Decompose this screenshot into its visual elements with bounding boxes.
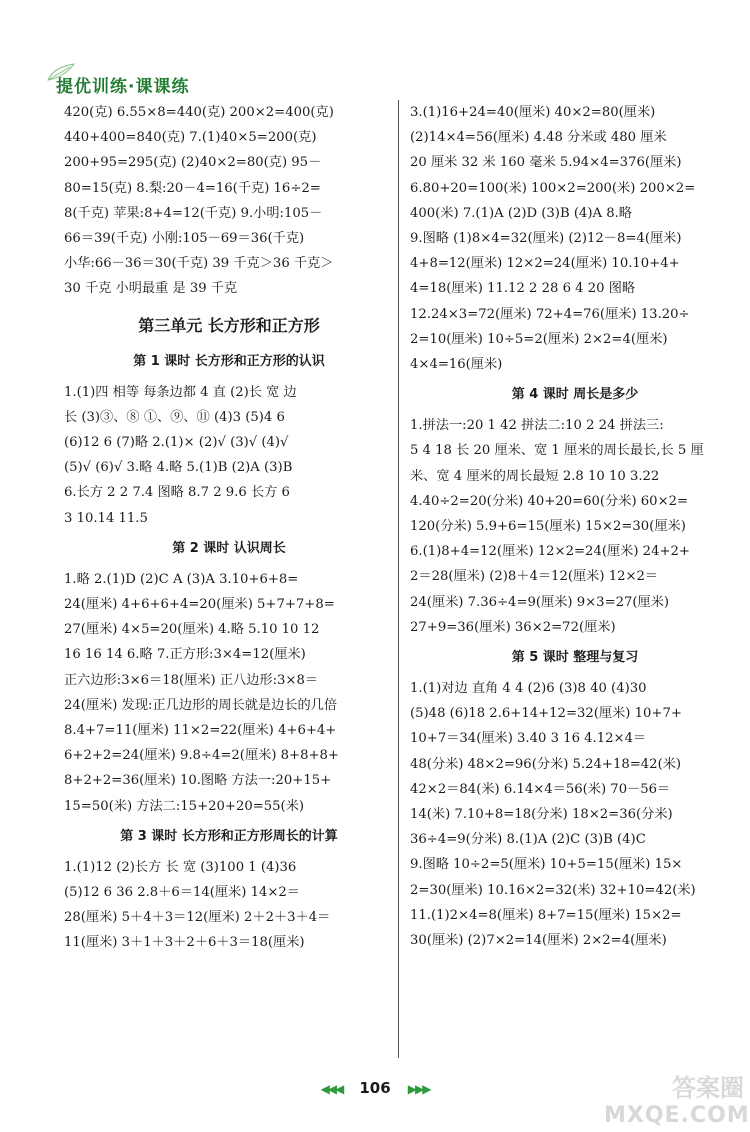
answer-line: 30(厘米) (2)7×2=14(厘米) 2×2=4(厘米) xyxy=(410,933,667,949)
answer-line: 1.(1)12 (2)长方 长 宽 (3)100 1 (4)36 xyxy=(64,859,297,875)
answer-line: 48(分米) 48×2=96(分米) 5.24+18=42(米) xyxy=(410,756,682,772)
answer-line: 10+7＝34(厘米) 3.40 3 16 4.12×4＝ xyxy=(410,731,647,747)
answer-line: 4×4=16(厘米) xyxy=(410,357,503,373)
answer-line: 16 16 14 6.略 7.正方形:3×4=12(厘米) xyxy=(64,647,306,663)
answer-line: 长 (3)③、⑧ ①、⑨、⑪ (4)3 (5)4 6 xyxy=(64,409,285,425)
answer-line: 6+2+2=24(厘米) 9.8÷4=2(厘米) 8+8+8+ xyxy=(64,748,339,764)
answer-line: 24(厘米) 4+6+6+4=20(厘米) 5+7+7+8= xyxy=(64,597,335,613)
answer-line: 3.(1)16+24=40(厘米) 40×2=80(厘米) xyxy=(410,105,656,120)
answer-line: 8(千克) 苹果:8+4=12(千克) 9.小明:105－ xyxy=(64,205,323,221)
left-arrows-icon: ◀◀◀ xyxy=(320,1082,343,1096)
lesson-2-answers xyxy=(64,567,394,819)
lesson-5-answers xyxy=(410,676,740,953)
column-divider xyxy=(398,100,399,1058)
lesson-4-answers xyxy=(410,413,740,640)
answer-line: 11.(1)2×4=8(厘米) 8+7=15(厘米) 15×2= xyxy=(410,907,682,923)
answer-line: 28(厘米) 5＋4＋3＝12(厘米) 2＋2＋3＋4＝ xyxy=(64,910,331,926)
answer-line: 9.图略 (1)8×4=32(厘米) (2)12－8=4(厘米) xyxy=(410,231,682,247)
answer-line: (5)48 (6)18 2.6+14+12=32(厘米) 10+7+ xyxy=(410,706,682,722)
answer-line: 1.拼法一:20 1 42 拼法二:10 2 24 拼法三: xyxy=(410,418,664,434)
answer-line: 80=15(克) 8.梨:20－4=16(千克) 16÷2= xyxy=(64,180,321,196)
answer-line: 42×2＝84(米) 6.14×4＝56(米) 70－56＝ xyxy=(410,781,671,797)
answer-line: 4+8=12(厘米) 12×2=24(厘米) 10.10+4+ xyxy=(410,256,680,272)
answer-line: 11(厘米) 3＋1＋3＋2＋6＋3＝18(厘米) xyxy=(64,935,305,951)
answer-line: 440+400=840(克) 7.(1)40×5=200(克) xyxy=(64,130,317,146)
answer-line: 2=30(厘米) 10.16×2=32(米) 32+10=42(米) xyxy=(410,882,696,898)
answer-line: 1.(1)对边 直角 4 4 (2)6 (3)8 40 (4)30 xyxy=(410,681,647,697)
lesson-1-title: 第 1 课时 长方形和正方形的认识 xyxy=(133,353,325,369)
series-title: 提优训练·课课练 xyxy=(56,77,190,97)
answer-line: 24(厘米) 7.36÷4=9(厘米) 9×3=27(厘米) xyxy=(410,594,670,610)
answer-line: 米、宽 4 厘米的周长最短 2.8 10 10 3.22 xyxy=(410,468,660,484)
page-number: 106 xyxy=(359,1079,391,1097)
answer-line: 8.4+7=11(厘米) 11×2=22(厘米) 4+6+4+ xyxy=(64,723,337,739)
answer-line: 1.(1)四 相等 每条边都 4 直 (2)长 宽 边 xyxy=(64,384,297,400)
answer-line: (2)14×4=56(厘米) 4.48 分米或 480 厘米 xyxy=(410,130,667,146)
lesson-5-title: 第 5 课时 整理与复习 xyxy=(511,650,639,666)
right-arrows-icon: ▶▶▶ xyxy=(407,1082,430,1096)
answer-line: 14(米) 7.10+8=18(分米) 18×2=36(分米) xyxy=(410,807,673,823)
watermark-bottom: MXQE.COM xyxy=(604,1103,750,1128)
answer-line: 8+2+2=36(厘米) 10.图略 方法一:20+15+ xyxy=(64,773,332,789)
answer-line: 3 10.14 11.5 xyxy=(64,510,148,526)
watermark-top: 答案圈 xyxy=(672,1074,744,1102)
lesson-3-title: 第 3 课时 长方形和正方形周长的计算 xyxy=(120,828,338,844)
right-column xyxy=(410,100,740,953)
answer-line: 2=10(厘米) 10÷5=2(厘米) 2×2=4(厘米) xyxy=(410,331,668,347)
answer-line: 4.40÷2=20(分米) 40+20=60(分米) 60×2= xyxy=(410,493,689,509)
answer-line: 正六边形:3×6＝18(厘米) 正八边形:3×8＝ xyxy=(64,672,319,688)
lesson-4-title: 第 4 课时 周长是多少 xyxy=(511,387,639,403)
lesson-2-title: 第 2 课时 认识周长 xyxy=(172,540,286,556)
unit-title: 第三单元 长方形和正方形 xyxy=(138,315,320,335)
answer-line: 27(厘米) 4×5=20(厘米) 4.略 5.10 10 12 xyxy=(64,622,320,638)
answer-line: 6.80+20=100(米) 100×2=200(米) 200×2= xyxy=(410,180,696,196)
answer-line: 20 厘米 32 米 160 毫米 5.94×4=376(厘米) xyxy=(410,155,682,171)
answer-line: 200+95=295(克) (2)40×2=80(克) 95－ xyxy=(64,155,322,171)
answer-line: 9.图略 10÷2=5(厘米) 10+5=15(厘米) 15× xyxy=(410,857,683,873)
lesson-3-answers xyxy=(64,855,394,956)
watermark xyxy=(604,1068,750,1128)
answer-line: 小华:66－36＝30(千克) 39 千克＞36 千克＞ xyxy=(64,256,334,272)
lesson-1-answers xyxy=(64,380,394,531)
answer-line: 120(分米) 5.9+6=15(厘米) 15×2=30(厘米) xyxy=(410,519,686,535)
right-top-block xyxy=(410,100,740,377)
answer-line: 6.长方 2 2 7.4 图略 8.7 2 9.6 长方 6 xyxy=(64,485,290,501)
answer-line: (5)√ (6)√ 3.略 4.略 5.(1)B (2)A (3)B xyxy=(64,460,293,476)
answer-line: (6)12 6 (7)略 2.(1)× (2)√ (3)√ (4)√ xyxy=(64,435,289,451)
answer-line: 420(克) 6.55×8=440(克) 200×2=400(克) xyxy=(64,105,334,120)
answer-line: 66＝39(千克) 小刚:105－69＝36(千克) xyxy=(64,231,305,247)
answer-line: 24(厘米) 发现:正几边形的周长就是边长的几倍 xyxy=(64,697,338,713)
answer-line: 36÷4=9(分米) 8.(1)A (2)C (3)B (4)C xyxy=(410,832,646,848)
answer-line: 5 4 18 长 20 厘米、宽 1 厘米的周长最长,长 5 厘 xyxy=(410,443,704,459)
answer-line: 1.略 2.(1)D (2)C A (3)A 3.10+6+8= xyxy=(64,571,299,587)
left-top-block xyxy=(64,100,394,302)
left-column xyxy=(64,100,394,956)
answer-line: 4=18(厘米) 11.12 2 28 6 4 20 图略 xyxy=(410,281,636,297)
answer-line: 2＝28(厘米) (2)8＋4＝12(厘米) 12×2＝ xyxy=(410,569,659,585)
answer-line: 30 千克 小明最重 是 39 千克 xyxy=(64,281,238,297)
answer-line: 27+9=36(厘米) 36×2=72(厘米) xyxy=(410,619,616,635)
answer-line: 400(米) 7.(1)A (2)D (3)B (4)A 8.略 xyxy=(410,205,632,221)
answer-line: 6.(1)8+4=12(厘米) 12×2=24(厘米) 24+2+ xyxy=(410,544,690,560)
answer-line: 15=50(米) 方法二:15+20+20=55(米) xyxy=(64,798,305,814)
answer-line: (5)12 6 36 2.8＋6＝14(厘米) 14×2＝ xyxy=(64,885,300,901)
answer-line: 12.24×3=72(厘米) 72+4=76(厘米) 13.20÷ xyxy=(410,306,690,322)
